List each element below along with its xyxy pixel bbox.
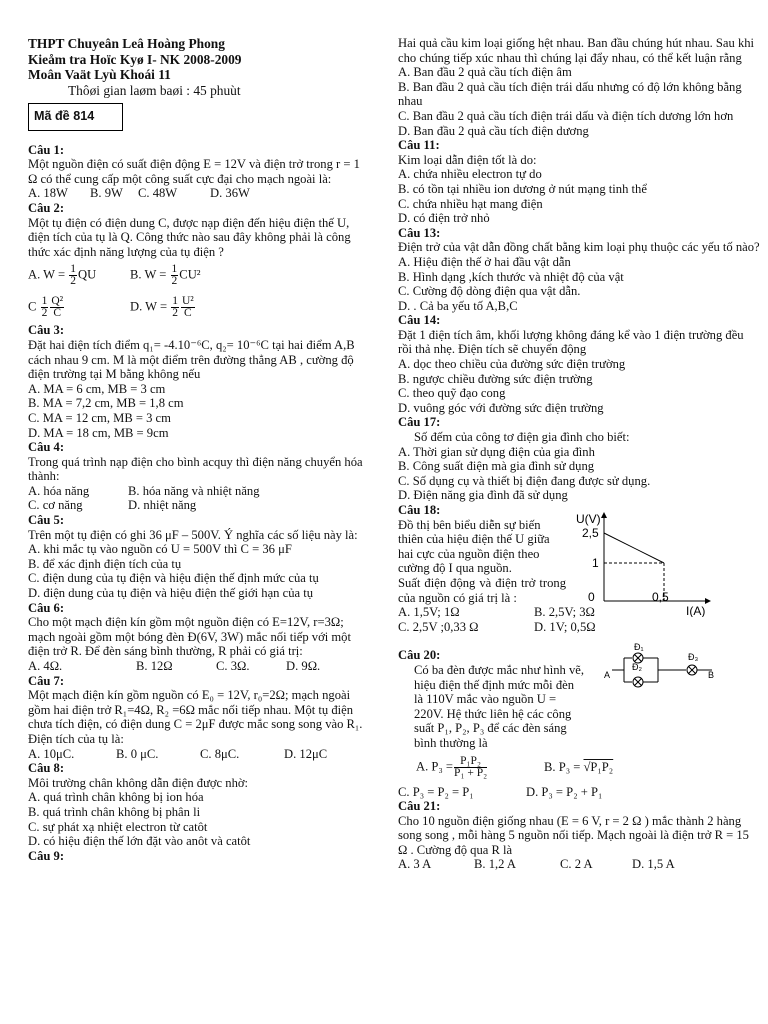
option-a[interactable]: A. quá trình chân không bị ion hóa	[28, 790, 204, 805]
option-c[interactable]: C. Số dụng cụ và thiết bị điện đang được sử dụng.	[398, 473, 651, 488]
option-b[interactable]: B. P₃ = √P₁P₂	[544, 760, 614, 775]
question-9-body	[398, 36, 760, 138]
option-b[interactable]: B. 9W	[90, 186, 123, 201]
question-text: Trong quá trình nạp điện cho bình acquy thì điện năng chuyển hóa thành:	[28, 454, 363, 484]
question-6	[28, 601, 368, 674]
y-axis-label: U(V)	[576, 512, 601, 526]
question-title: Câu 1:	[28, 142, 65, 157]
options-row	[28, 659, 368, 674]
option-b[interactable]: B. 0 μC.	[116, 746, 159, 761]
school-name: THPT Chuyeân Leâ Hoàng Phong	[28, 36, 225, 51]
option-c[interactable]: C. 3Ω.	[216, 659, 250, 673]
question-title: Câu 18:	[398, 503, 441, 517]
option-b[interactable]: B. W = $\frac{1}{2}$ CU²	[130, 262, 201, 287]
question-1	[28, 143, 368, 201]
option-c[interactable]: C. sự phát xạ nhiệt electron từ catôt	[28, 819, 208, 834]
option-d[interactable]: D. 12μC	[284, 746, 328, 761]
lamp-3	[687, 665, 697, 675]
option-d[interactable]: D. P₃ = P₂ + P₁	[526, 784, 603, 799]
question-title: Câu 8:	[28, 761, 65, 776]
question-13	[398, 226, 760, 314]
question-3	[28, 323, 368, 440]
question-11	[398, 138, 760, 226]
question-text: Điện trở của vật dẫn đồng chất bằng kim loại phụ thuộc các yếu tố nào?	[398, 240, 760, 255]
option-c[interactable]: C. 48W	[138, 186, 178, 201]
label-d1: Đ₁	[634, 642, 644, 653]
option-c[interactable]: C. P₃ = P₂ = P₁	[398, 784, 474, 799]
x-axis-label: I(A)	[686, 604, 706, 617]
exam-code: Mã đề 814	[28, 103, 123, 131]
option-b[interactable]: B. 2,5V; 3Ω	[534, 605, 595, 620]
exam-title: Kieåm tra Hoïc Kyø I- NK 2008-2009	[28, 51, 242, 67]
option-a[interactable]: A. 18W	[28, 186, 68, 201]
option-a[interactable]: A. Hiệu điện thế ở hai đầu vật dẫn	[398, 254, 571, 269]
option-d[interactable]: D. W = $\frac{1}{2}$ $\frac{\text{U²}}{C}$	[130, 294, 194, 319]
question-title: Câu 6:	[28, 600, 65, 615]
question-text: Một mạch điện kín gồm nguồn có E₀ = 12V, r₀=2Ω; mạch ngoài gồm hai điện trở R₁=4Ω, R₂ =6Ω mắc nối tiếp nhau. Một tụ điện chưa tích điện, có điện dung C = 2μF được mắc song song vào R₁. Điện tích của tụ là:	[28, 688, 363, 746]
option-a[interactable]: A. 4Ω.	[28, 659, 63, 673]
option-c[interactable]: C. điện dung của tụ điện và hiệu điện thế định mức của tụ	[28, 571, 319, 586]
question-title: Câu 11:	[398, 138, 440, 153]
question-text: Đặt 1 điện tích âm, khối lượng không đáng kể vào 1 điện trường đều rồi thả nhẹ. Điện tích sẽ chuyển động	[398, 327, 744, 357]
option-b[interactable]: B. MA = 7,2 cm, MB = 1,8 cm	[28, 396, 184, 411]
option-c[interactable]: C. 2 A	[560, 857, 593, 872]
option-d[interactable]: D. 36W	[210, 186, 250, 201]
question-20	[398, 642, 760, 799]
option-c[interactable]: C. theo quỹ đạo cong	[398, 386, 506, 401]
option-d[interactable]: D. MA = 18 cm, MB = 9cm	[28, 425, 169, 440]
question-text: Cho 10 nguồn điện giống nhau (E = 6 V, r = 2 Ω ) mắc thành 2 hàng song song , mỗi hàng 5 nguồn nối tiếp. Mạch ngoài là điện trở R = 15 Ω . Cường độ qua R là	[398, 813, 749, 857]
question-title: Câu 20:	[398, 648, 441, 663]
option-d[interactable]: D. 1,5 A	[632, 857, 675, 872]
question-text: Số đếm của công tơ điện gia đình cho biết:	[414, 430, 630, 445]
option-a[interactable]: A. Thời gian sử dụng điện của gia đình	[398, 444, 595, 459]
option-a[interactable]: A. khi mắc tụ vào nguồn có U = 500V thì C = 36 μF	[28, 542, 292, 557]
option-b[interactable]: B. hóa năng và nhiệt năng	[128, 483, 260, 498]
option-d[interactable]: D. có hiệu điện thế lớn đặt vào anôt và catôt	[28, 834, 251, 849]
options-row	[28, 498, 368, 513]
question-title: Câu 14:	[398, 313, 441, 328]
option-b[interactable]: B. ngược chiều đường sức điện trường	[398, 371, 593, 386]
x-tick-0-5: 0,5	[652, 590, 669, 604]
options-row-ab	[398, 751, 760, 785]
question-title: Câu 5:	[28, 513, 65, 528]
option-b[interactable]: B. Ban đầu 2 quả cầu tích điện trái dấu nhưng có độ lớn không bằng nhau	[398, 79, 742, 109]
question-text: Hai quả cầu kim loại giống hệt nhau. Ban đầu chúng hút nhau. Sau khi cho chúng tiếp xúc nhau thì chúng lại đẩy nhau, có thể kết luận rằng	[398, 36, 755, 65]
option-d[interactable]: D. có điện trở nhỏ	[398, 211, 490, 226]
question-text: Đặt hai điện tích điểm q₁= -4.10⁻⁶C, q₂= 10⁻⁶C tại hai điểm A,B cách nhau 9 cm. M là một điểm trên đường thẳng AB , cường độ điện trường tại M bằng không nếu	[28, 337, 355, 382]
question-text: Một nguồn điện có suất điện động E = 12V và điện trở trong r = 1 Ω có thể cung cấp một công suất cực đại cho mạch ngoài là:	[28, 157, 360, 186]
question-text: Trên một tụ điện có ghi 36 μF – 500V. Ý nghĩa các số liệu này là:	[28, 527, 358, 542]
label-b: B	[708, 670, 715, 681]
option-c[interactable]: C. chứa nhiều hạt mang điện	[398, 196, 543, 211]
option-a[interactable]: A. hóa năng	[28, 483, 90, 498]
option-a[interactable]: A. 1,5V; 1Ω	[398, 605, 460, 620]
options-row	[28, 186, 368, 201]
option-c[interactable]: C. 8μC.	[200, 746, 240, 761]
option-a[interactable]: A. P₃ = $\frac{\text{P₁P₂}}{\text{P₁ + P₂}}$	[416, 755, 488, 779]
option-d[interactable]: D. Ban đầu 2 quả cầu tích điện dương	[398, 123, 589, 138]
label-d2: Đ₂	[632, 662, 642, 673]
option-a[interactable]: A. chứa nhiều electron tự do	[398, 167, 542, 182]
option-c[interactable]: C. MA = 12 cm, MB = 3 cm	[28, 410, 171, 425]
option-a[interactable]: A. W = $\frac{1}{2}$ QU	[28, 262, 97, 287]
subject-title: Moân Vaät Lyù Khoái 11	[28, 67, 171, 82]
options-row	[28, 747, 368, 762]
question-17	[398, 415, 760, 503]
option-b[interactable]: B. Công suất điện mà gia đình sử dụng	[398, 459, 595, 474]
x-tick-0: 0	[588, 590, 595, 604]
option-a[interactable]: A. MA = 6 cm, MB = 3 cm	[28, 381, 166, 396]
ui-graph	[570, 505, 720, 617]
question-title: Câu 13:	[398, 225, 441, 240]
question-5	[28, 513, 368, 601]
option-d[interactable]: D. điện dung của tụ điện và hiệu điện thế giới hạn của tụ	[28, 586, 314, 601]
option-d[interactable]: D. 9Ω.	[286, 659, 321, 673]
options-row	[28, 484, 368, 499]
option-d[interactable]: D. nhiệt năng	[128, 498, 197, 513]
option-a[interactable]: A. Ban đầu 2 quả cầu tích điện âm	[398, 65, 572, 80]
option-b[interactable]: B. 12Ω	[136, 659, 173, 673]
option-b[interactable]: B. để xác định điện tích của tụ	[28, 556, 182, 571]
option-a[interactable]: A. dọc theo chiều của đường sức điện trường	[398, 357, 626, 372]
label-a: A	[604, 670, 611, 681]
options-row-cd	[28, 291, 368, 323]
option-c[interactable]: C $\frac{1}{2}$ $\frac{\text{Q²}}{C}$	[28, 294, 64, 319]
y-tick-2-5: 2,5	[582, 526, 599, 540]
option-d[interactable]: D. Điện năng gia đình đã sử dụng	[398, 488, 568, 503]
question-text: Đồ thị bên biểu diễn sự biến thiên của hiệu điện thế U giữa hai cực của nguồn điện theo cường độ I qua nguồn.	[398, 517, 550, 576]
question-title: Câu 17:	[398, 415, 441, 430]
question-18	[398, 503, 760, 634]
question-text: Môi trường chân không dẫn điện được nhờ:	[28, 775, 249, 790]
question-text-2: Suất điện động và điện trở trong của nguồn có giá trị là :	[398, 575, 566, 605]
option-b[interactable]: B. 1,2 A	[474, 857, 516, 872]
question-2	[28, 201, 368, 323]
y-tick-1: 1	[592, 556, 599, 570]
option-a[interactable]: A. 3 A	[398, 857, 432, 872]
question-21	[398, 799, 760, 872]
question-title: Câu 7:	[28, 673, 65, 688]
question-9-title: Câu 9:	[28, 848, 65, 863]
option-c[interactable]: C. 2,5V ;0,33 Ω	[398, 619, 479, 634]
option-b[interactable]: B. quá trình chân không bị phân li	[28, 804, 201, 819]
question-4	[28, 440, 368, 513]
question-title: Câu 2:	[28, 200, 65, 215]
option-a[interactable]: A. 10μC.	[28, 746, 75, 761]
question-8	[28, 761, 368, 849]
options-row-cd	[398, 785, 760, 800]
option-c[interactable]: C. Cường độ dòng điện qua vật dẫn.	[398, 284, 581, 299]
question-text: Một tụ điện có điện dung C, được nạp điện đến hiệu điện thế U, điện tích của tụ là Q. Công thức nào sau đây không phải là công thức xác định năng lượng của tụ điện ?	[28, 215, 351, 259]
option-c[interactable]: C. Ban đầu 2 quả cầu tích điện trái dấu và điện tích dương lớn hơn	[398, 108, 734, 123]
options-row-ab	[28, 259, 368, 291]
option-d[interactable]: D. 1V; 0,5Ω	[534, 619, 596, 634]
options-row	[398, 857, 760, 872]
lamp-2	[633, 677, 643, 687]
option-b[interactable]: B. Hình dạng ,kích thước và nhiệt độ của vật	[398, 269, 624, 284]
graph-line	[604, 533, 664, 563]
options-row	[398, 620, 760, 635]
question-title: Câu 3:	[28, 323, 65, 338]
question-text: Kim loại dẫn điện tốt là do:	[398, 152, 537, 167]
question-14	[398, 313, 760, 415]
exam-time: Thôøi gian laøm baøi : 45 phuùt	[68, 82, 241, 98]
question-title: Câu 21:	[398, 799, 441, 814]
question-title: Câu 4:	[28, 440, 65, 455]
option-d[interactable]: D. vuông góc với đường sức điện trường	[398, 400, 604, 415]
label-d3: Đ₃	[688, 652, 699, 663]
question-text: Cho một mạch điện kín gồm một nguồn điện có E=12V, r=3Ω; mạch ngoài gồm một bóng đèn Đ(6V, 3W) mắc nối tiếp với một điện trở R. Để đèn sáng bình thường, R phải có giá trị:	[28, 615, 351, 659]
right-column	[398, 36, 760, 872]
question-text: Có ba đèn được mắc như hình vẽ, hiệu điện thế định mức mỗi đèn là 110V mắc vào nguồn U = 220V. Hệ thức liên hệ các công suất P₁, P₂, P₃ để các đèn sáng bình thường là	[414, 662, 584, 750]
option-b[interactable]: B. có tồn tại nhiều ion dương ở nút mạng tinh thể	[398, 181, 647, 196]
circuit-diagram	[602, 640, 722, 688]
left-column	[28, 36, 368, 863]
question-7	[28, 674, 368, 762]
option-d[interactable]: D. . Cả ba yếu tố A,B,C	[398, 298, 518, 313]
option-c[interactable]: C. cơ năng	[28, 498, 83, 513]
